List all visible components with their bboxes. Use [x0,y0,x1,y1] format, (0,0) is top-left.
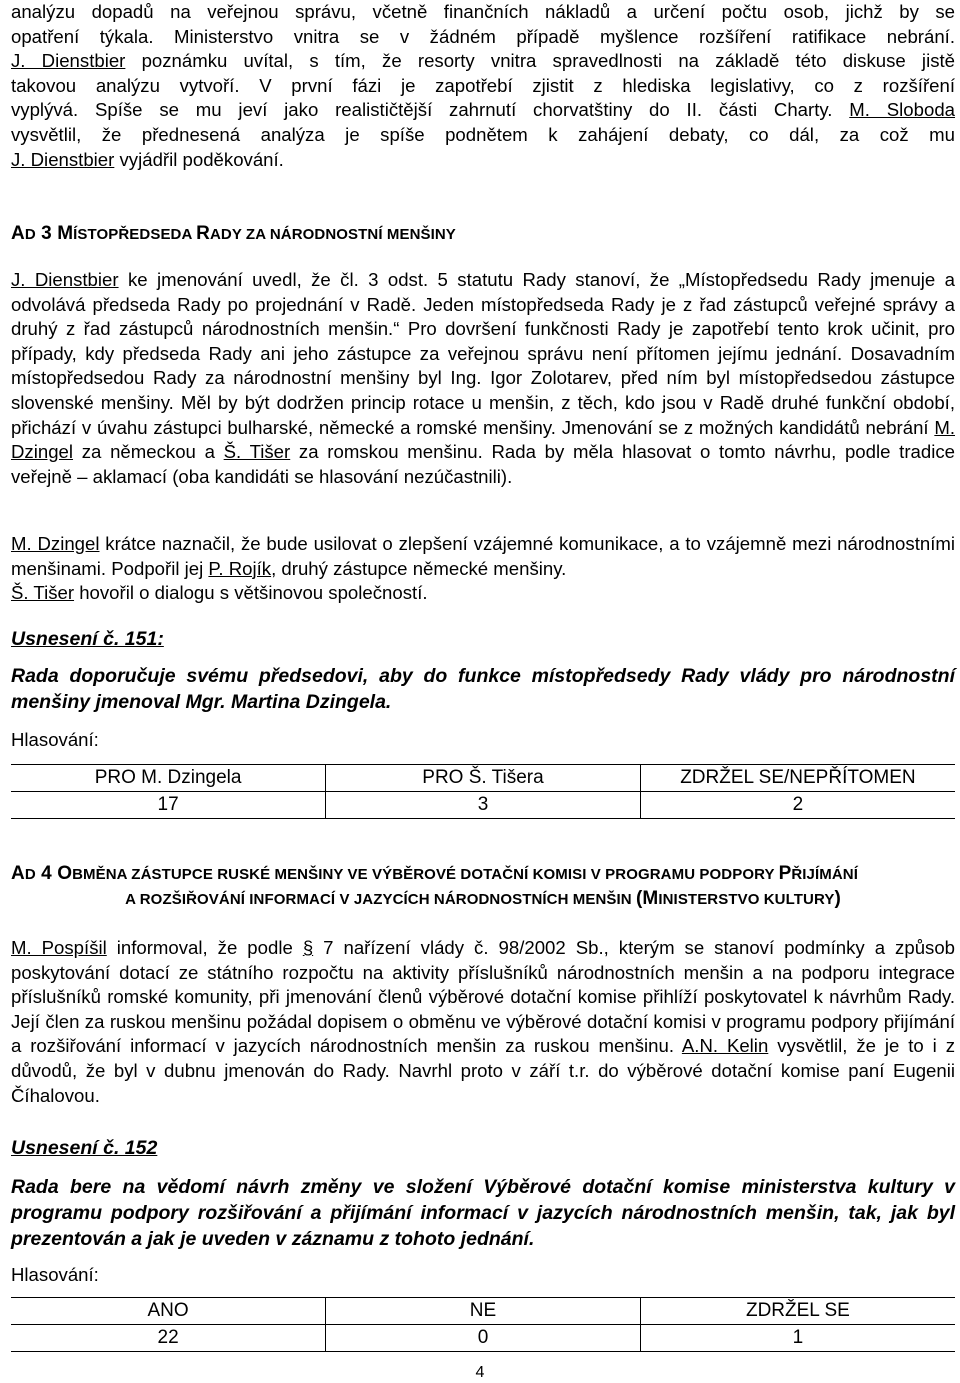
section-4-title-line2: A ROZŠIŘOVÁNÍ INFORMACÍ V JAZYCÍCH NÁRODNOSTNÍCH MENŠIN (MINISTERSTVO KULTURY) [125,888,841,909]
section-4-heading [11,862,955,912]
person-name: P. Rojík [208,557,272,579]
vote-label: Hlasování: [11,1264,99,1285]
vote-value-cell: 1 [640,1325,955,1352]
resolution-151 [11,628,955,651]
text-line: J. Dienstbier poznámku uvítal, s tím, že resorty vnitra spravedlnosti na základě této diskuse jistě [11,50,955,72]
text-line: J. Dienstbier vyjádřil poděkování. [11,148,284,170]
section-3-body-2 [11,532,955,606]
vote-header-cell: PRO Š. Tišera [326,765,641,792]
vote-header-cell: ANO [11,1298,326,1325]
person-name: J. Dienstbier [11,50,126,72]
section-3-title: AD 3 MÍSTOPŘEDSEDA RADY ZA NÁRODNOSTNÍ MENŠINY [11,223,456,244]
paragraph: M. Dzingel krátce naznačil, že bude usilovat o zlepšení vzájemné komunikace, a to vzájemně mezi národnostními menšinami. Podpořil jej P. Rojík, druhý zástupce německé menšiny. [11,533,955,579]
vote-header-cell: ZDRŽEL SE [640,1298,955,1325]
resolution-label: Usnesení č. 151: [11,628,164,650]
vote-label-151 [11,729,955,751]
person-name: J. Dienstbier [11,148,115,170]
vote-header-cell: PRO M. Dzingela [11,765,326,792]
vote-value-cell: 3 [326,792,641,819]
vote-header-row [11,1298,955,1325]
paragraph: Š. Tišer hovořil o dialogu s většinovou společností. [11,582,428,604]
person-name: Š. Tišer [223,441,291,463]
vote-table [11,1297,955,1352]
vote-table-152 [11,1297,955,1352]
section-4-body [11,936,955,1108]
paragraph: J. Dienstbier ke jmenování uvedl, že čl. 3 odst. 5 statutu Rady stanoví, že „Místopředsedu Rady jmenuje a odvolává předseda Rady po projednání v Radě. Jeden místopředseda Rady je z řad zástupců veřejné správy a druhý z řad zástupců národnostních menšin.“ Pro dovršení funkčnosti Rady je zapotřebí tento krok učinit, pro případy, kdy předseda Rady ani jeho zástupce za veřejnou správu není přítomen jejímu jednání. Dosavadním místopředsedou Rady za národnostní menšiny byl Ing. Igor Zolotarev, před ním byl místopředsedou zástupce slovenské menšiny. Měl by být dodržen princip rotace u menšin, z těch, kdo jsou v Radě druhé funkční období, přichází v úvahu zástupci bulharské, německé a romské menšiny. Jmenování se z možných kandidátů nebrání M. Dzingel za německou a Š. Tišer za romskou menšinu. Rada by měla hlasovat o tomto návrhu, podle tradice veřejně – aklamací (oba kandidáti se hlasování nezúčastnili). [11,269,955,487]
text-line: vyplývá. Spíše se mu jeví jako realističtější zahrnutí chorvatštiny do II. části Charty. M. Sloboda [11,99,956,121]
resolution-151-text [11,663,955,715]
section-3-body [11,268,955,489]
vote-table [11,764,955,819]
vote-table-151 [11,764,955,819]
vote-value-cell: 17 [11,792,326,819]
resolution-text: Rada bere na vědomí návrh změny ve složení Výběrové dotační komise ministerstva kultury v programu podpory rozšiřování a přijímání informací v jazycích národnostních menšin, tak, jak byl prezentován a jak je uveden v záznamu z tohoto jednání. [11,1176,955,1250]
person-name: M. Dzingel [11,533,100,554]
vote-value-row [11,792,955,819]
resolution-152-text [11,1174,955,1252]
intro-paragraph [11,0,955,172]
person-name: J. Dienstbier [11,269,119,290]
vote-value-cell: 2 [640,792,955,819]
person-name: M. Pospíšil [11,937,107,958]
vote-value-row [11,1325,955,1352]
person-name: Š. Tišer [11,582,75,604]
section-sign: § [302,937,314,958]
text-line: opatření týkala. Ministerstvo vnitra se v žádném případě myšlence rozšíření ratifikace nebrání. [11,25,955,47]
vote-header-cell: ZDRŽEL SE/NEPŘÍTOMEN [640,765,955,792]
resolution-text: Rada doporučuje svému předsedovi, aby do funkce místopředsedy Rady vlády pro národnostní menšiny jmenoval Mgr. Martina Dzingela. [11,665,955,713]
page-number: 4 [475,1364,485,1381]
paragraph: M. Pospíšil informoval, že podle § 7 nařízení vlády č. 98/2002 Sb., kterým se stanoví podmínky a způsob poskytování dotací ze státního rozpočtu na aktivity příslušníků národnostních menšin a na podporu integrace příslušníků romské komunity, při jmenování členů výběrové dotační komise přihlíží poskytovatel k návrhům Rady. Její člen za ruskou menšinu požádal dopisem o obměnu ve výběrové dotační komisi v programu podpory přijímání a rozšiřování informací v jazycích národnostních menšin za ruskou menšinu. A.N. Kelin vysvětlil, že je to i z důvodů, že byl v dubnu jmenován do Rady. Navrhl proto v září t.r. do výběrové dotační komise paní Eugenii Číhalovou. [11,937,956,1106]
text-line: takovou analýzu vytvoří. V první fázi je zapotřebí zjistit z hlediska legislativy, co z rozšíření [11,74,955,96]
resolution-label: Usnesení č. 152 [11,1137,158,1159]
vote-label-152 [11,1264,955,1286]
person-name: M. Sloboda [849,99,956,121]
vote-header-row [11,765,955,792]
section-4-title-line1: AD 4 OBMĚNA ZÁSTUPCE RUSKÉ MENŠINY VE VÝBĚROVÉ DOTAČNÍ KOMISI V PROGRAMU PODPORY PŘIJÍMÁNÍ [11,863,858,884]
person-name: A.N. Kelin [681,1035,769,1057]
section-heading [11,222,955,247]
text-line: vysvětlil, že přednesená analýza je spíše podnětem k zahájení debaty, co dál, za což mu [11,123,955,145]
resolution-152 [11,1137,955,1160]
vote-label: Hlasování: [11,729,99,750]
person-name: M. Dzingel [11,416,955,463]
vote-header-cell: NE [326,1298,641,1325]
vote-value-cell: 0 [326,1325,641,1352]
vote-value-cell: 22 [11,1325,326,1352]
text-line: analýzu dopadů na veřejnou správu, včetně finančních nákladů a určení počtu osob, jichž by se [11,1,955,22]
